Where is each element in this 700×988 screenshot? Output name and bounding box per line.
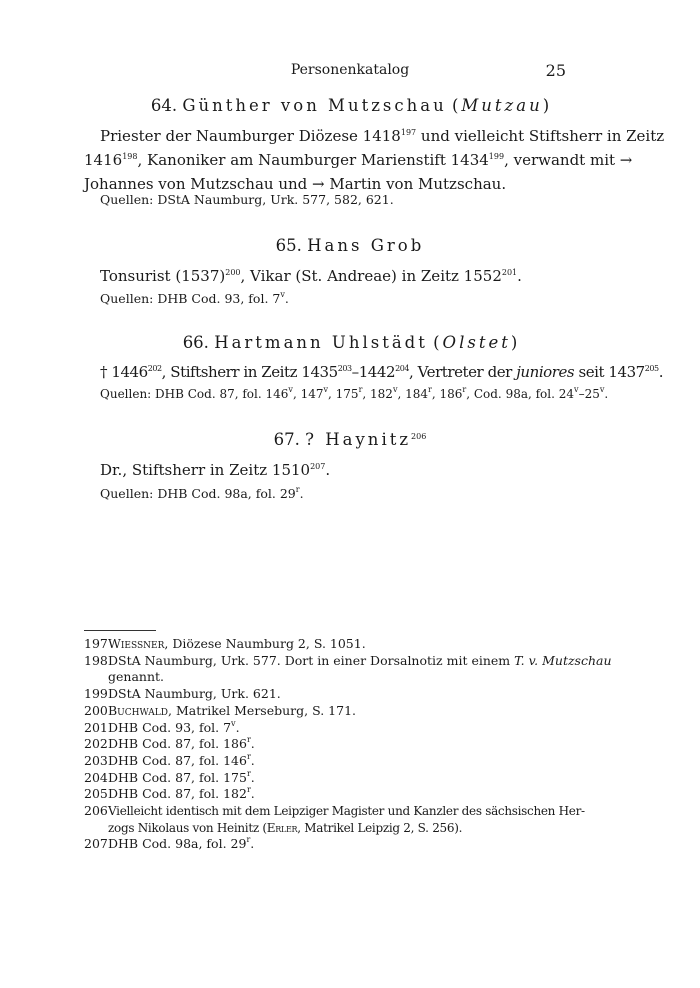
entry-number: 64. — [150, 96, 178, 115]
footnote-ref[interactable]: 202 — [147, 364, 162, 373]
entry-alt-name: Mutzau — [461, 96, 543, 115]
entry-name: Hans Grob — [307, 236, 425, 255]
footnote-ref[interactable]: 205 — [644, 364, 659, 373]
footnotes — [84, 636, 612, 853]
entry-67-title — [0, 430, 700, 449]
footnote-ref[interactable]: 206 — [411, 432, 427, 441]
footnote: 200 Buchwald, Matrikel Merseburg, S. 171. — [84, 702, 356, 718]
page-number: 25 — [545, 61, 566, 80]
entry-67-text: Dr., Stiftsherr in Zeitz 1510$^{207}$. — [100, 461, 331, 479]
footnote: 199 DStA Naumburg, Urk. 621. — [84, 686, 281, 702]
footnote: 198 DStA Naumburg, Urk. 577. Dort in einer Dorsalnotiz mit einem T. v. Mutzschau genannt. — [84, 652, 612, 685]
entry-name: Hartmann Uhlstädt — [214, 333, 428, 352]
entry-66-title: 66. Hartmann Uhlstädt (Olstet) — [182, 333, 518, 352]
footnote: 207 DHB Cod. 98a, fol. 29$^r$. — [84, 835, 255, 852]
footnote-ref[interactable]: 200 — [225, 268, 241, 277]
entry-number: 65. — [275, 236, 302, 255]
entry-alt-name: Olstet — [442, 333, 511, 352]
footnote-rule — [84, 630, 156, 631]
entry-64-sources: Quellen: DStA Naumburg, Urk. 577, 582, 621. — [100, 192, 394, 207]
text-line: Priester der Naumburger Diözese 1418$^{197}$ und vielleicht Stiftsherr in Zeitz — [100, 127, 665, 145]
entry-65-text: Tonsurist $(1537)^{200}$, Vikar (St. Andreae) in Zeitz 1552$^{201}$. — [100, 267, 522, 285]
entry-number: 66. — [182, 333, 209, 352]
footnote: 204 DHB Cod. 87, fol. 175$^r$. — [84, 768, 255, 785]
entry-66-text: † 1446$^{202}$, Stiftsherr in Zeitz 1435$^{203}$–1442$^{204}$, Vertreter der juniores seit 1437$^{205}$. — [100, 363, 664, 381]
footnote: 197 Wießner, Diözese Naumburg 2, S. 1051. — [84, 636, 366, 651]
footnote: 201 DHB Cod. 93, fol. 7$^v$. — [84, 718, 240, 735]
footnote-ref[interactable]: 197 — [400, 128, 417, 137]
entry-name: Günther von Mutzschau — [182, 96, 447, 115]
footnote-ref[interactable]: 201 — [501, 268, 518, 277]
entry-67-sources: Quellen: DHB Cod. 98a, fol. 29$^r$. — [100, 485, 304, 501]
entry-65-title — [0, 236, 700, 255]
footnote: 205 DHB Cod. 87, fol. 182$^r$. — [84, 785, 255, 802]
entry-64-text — [84, 124, 665, 196]
text-line: 1416$^{198}$, Kanoniker am Naumburger Marienstift 1434$^{199}$, verwandt mit → — [84, 151, 633, 169]
entry-64-title: 64. Günther von Mutzschau (Mutzau) — [150, 96, 550, 115]
footnote: 206 Vielleicht identisch mit dem Leipziger Magister und Kanzler des sächsischen Her- zogs Nikolaus von Heinitz (Erler, Matrikel Leipzig 2, S. 256). — [84, 803, 585, 835]
footnote-ref[interactable]: 199 — [488, 152, 505, 161]
footnote-ref[interactable]: 204 — [395, 364, 410, 373]
entry-number: 67. — [273, 430, 300, 449]
text-line: Johannes von Mutzschau und → Martin von Mutzschau. — [84, 175, 507, 193]
footnote: 203 DHB Cod. 87, fol. 146$^r$. — [84, 751, 255, 768]
entry-name: ? Haynitz — [305, 430, 412, 449]
footnote-ref[interactable]: 207 — [310, 462, 326, 471]
footnote-ref[interactable]: 203 — [337, 364, 352, 373]
entry-65-sources: Quellen: DHB Cod. 93, fol. 7$^v$. — [100, 290, 289, 306]
footnote-ref[interactable]: 198 — [122, 152, 138, 161]
footnote: 202 DHB Cod. 87, fol. 186$^r$. — [84, 735, 255, 752]
running-head: Personenkatalog — [290, 62, 410, 78]
entry-66-sources: Quellen: DHB Cod. 87, fol. 146$^v$, 147$^v$, 175$^r$, 182$^v$, 184$^r$, 186$^r$, Cod. 98a, fol. 24$^v$–25$^v$. — [100, 385, 609, 401]
